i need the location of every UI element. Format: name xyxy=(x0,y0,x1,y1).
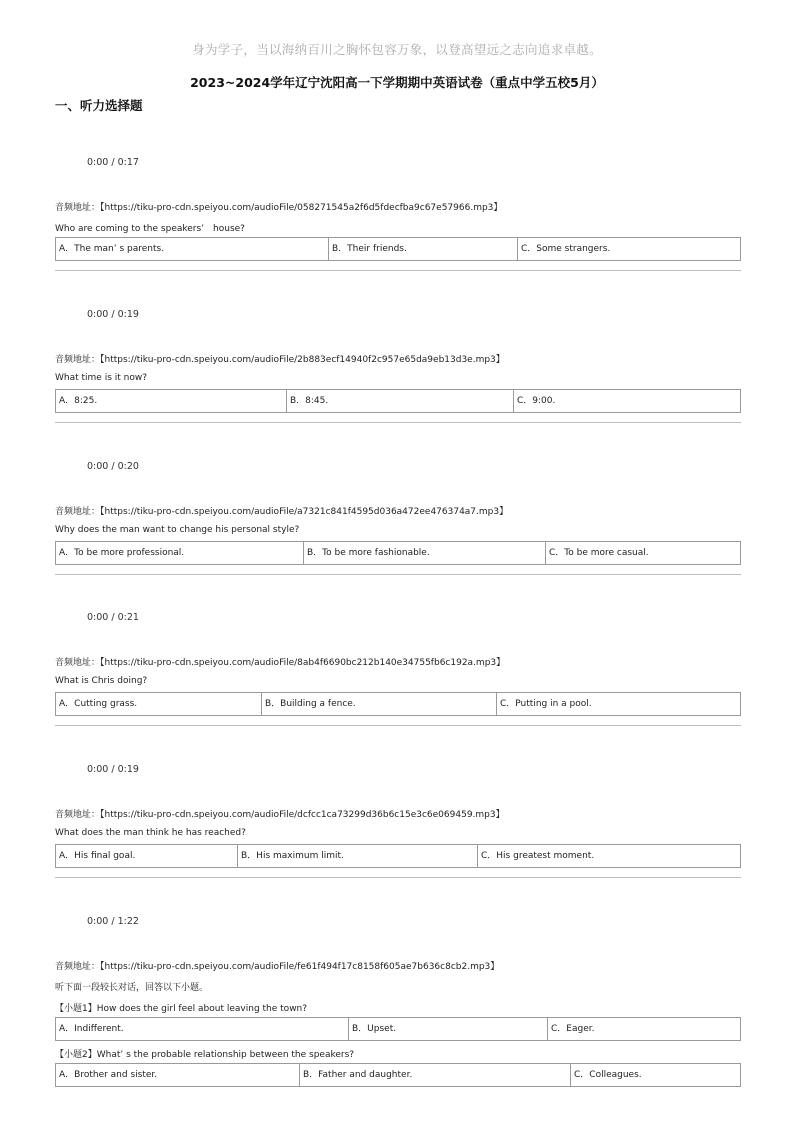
option-a[interactable]: A．The man’ s parents. xyxy=(59,244,165,254)
audio-player-time[interactable]: 0:00 / 0:19 xyxy=(87,309,139,320)
option-c[interactable]: C．9:00. xyxy=(513,390,740,412)
option-b[interactable]: B．Upset. xyxy=(348,1018,547,1040)
audio-url: 音频地址：【https://tiku-pro-cdn.speiyou.com/audioFile/058271545a2f6d5fdecfba9c67e57966.mp3】 xyxy=(55,203,503,213)
option-c[interactable]: C．His greatest moment. xyxy=(477,845,740,867)
question-prompt: Who are coming to the speakers’ house? xyxy=(55,224,245,234)
section-heading: 一、听力选择题 xyxy=(55,98,143,113)
option-b[interactable]: B．8:45. xyxy=(286,390,513,412)
audio-player-time[interactable]: 0:00 / 0:19 xyxy=(87,764,139,775)
audio-url: 音频地址：【https://tiku-pro-cdn.speiyou.com/audioFile/dcfcc1ca73299d36b6c15e3c6e069459.mp3】 xyxy=(55,810,505,820)
options-row xyxy=(55,1017,741,1041)
question-divider xyxy=(55,270,741,271)
options-row xyxy=(55,389,741,413)
option-a[interactable]: A．To be more professional. xyxy=(59,548,185,558)
options-row xyxy=(55,237,741,261)
audio-url: 音频地址：【https://tiku-pro-cdn.speiyou.com/audioFile/a7321c841f4595d036a472ee476374a7.mp3】 xyxy=(55,507,509,517)
dialogue-instruction: 听下面一段较长对话，回答以下小题。 xyxy=(55,983,209,993)
question-divider xyxy=(55,574,741,575)
options-row xyxy=(55,844,741,868)
option-a[interactable]: A．Indifferent. xyxy=(59,1024,124,1034)
option-c[interactable]: C．Some strangers. xyxy=(517,238,740,260)
option-c[interactable]: C．Eager. xyxy=(547,1018,740,1040)
option-a[interactable]: A．His final goal. xyxy=(59,851,136,861)
option-b[interactable]: B．His maximum limit. xyxy=(237,845,477,867)
page-motto: 身为学子，当以海纳百川之胸怀包容万象，以登高望远之志向追求卓越。 xyxy=(192,42,602,57)
audio-player-time[interactable]: 0:00 / 0:17 xyxy=(87,157,139,168)
question-divider xyxy=(55,725,741,726)
option-a[interactable]: A．Brother and sister. xyxy=(59,1070,158,1080)
option-b[interactable]: B．Their friends. xyxy=(328,238,517,260)
options-row xyxy=(55,1063,741,1087)
exam-title: 2023~2024学年辽宁沈阳高一下学期期中英语试卷（重点中学五校5月） xyxy=(190,75,604,90)
option-b[interactable]: B．To be more fashionable. xyxy=(303,542,545,564)
audio-url: 音频地址：【https://tiku-pro-cdn.speiyou.com/audioFile/8ab4f6690bc212b140e34755fb6c192a.mp3】 xyxy=(55,658,506,668)
option-c[interactable]: C．Colleagues. xyxy=(570,1064,740,1086)
option-c[interactable]: C．To be more casual. xyxy=(545,542,740,564)
option-c[interactable]: C．Putting in a pool. xyxy=(496,693,740,715)
question-divider xyxy=(55,422,741,423)
option-b[interactable]: B．Building a fence. xyxy=(261,693,496,715)
option-b[interactable]: B．Father and daughter. xyxy=(299,1064,570,1086)
option-a[interactable]: A．Cutting grass. xyxy=(59,699,138,709)
question-prompt: Why does the man want to change his personal style? xyxy=(55,525,300,535)
options-row xyxy=(55,541,741,565)
question-divider xyxy=(55,877,741,878)
audio-url: 音频地址：【https://tiku-pro-cdn.speiyou.com/audioFile/2b883ecf14940f2c957e65da9eb13d3e.mp3】 xyxy=(55,355,505,365)
audio-url: 音频地址：【https://tiku-pro-cdn.speiyou.com/audioFile/fe61f494f17c8158f605ae7b636c8cb2.mp3】 xyxy=(55,962,500,972)
sub-question-prompt-2: 【小题2】What’ s the probable relationship between the speakers? xyxy=(55,1050,355,1060)
audio-player-time[interactable]: 0:00 / 0:21 xyxy=(87,612,139,623)
option-a[interactable]: A．8:25. xyxy=(59,396,98,406)
question-prompt: What is Chris doing? xyxy=(55,676,148,686)
audio-player-time[interactable]: 0:00 / 0:20 xyxy=(87,461,139,472)
question-prompt: What time is it now? xyxy=(55,373,147,383)
question-prompt: What does the man think he has reached? xyxy=(55,828,246,838)
sub-question-prompt-1: 【小题1】How does the girl feel about leaving the town? xyxy=(55,1004,308,1014)
audio-player-time[interactable]: 0:00 / 1:22 xyxy=(87,916,139,927)
options-row xyxy=(55,692,741,716)
